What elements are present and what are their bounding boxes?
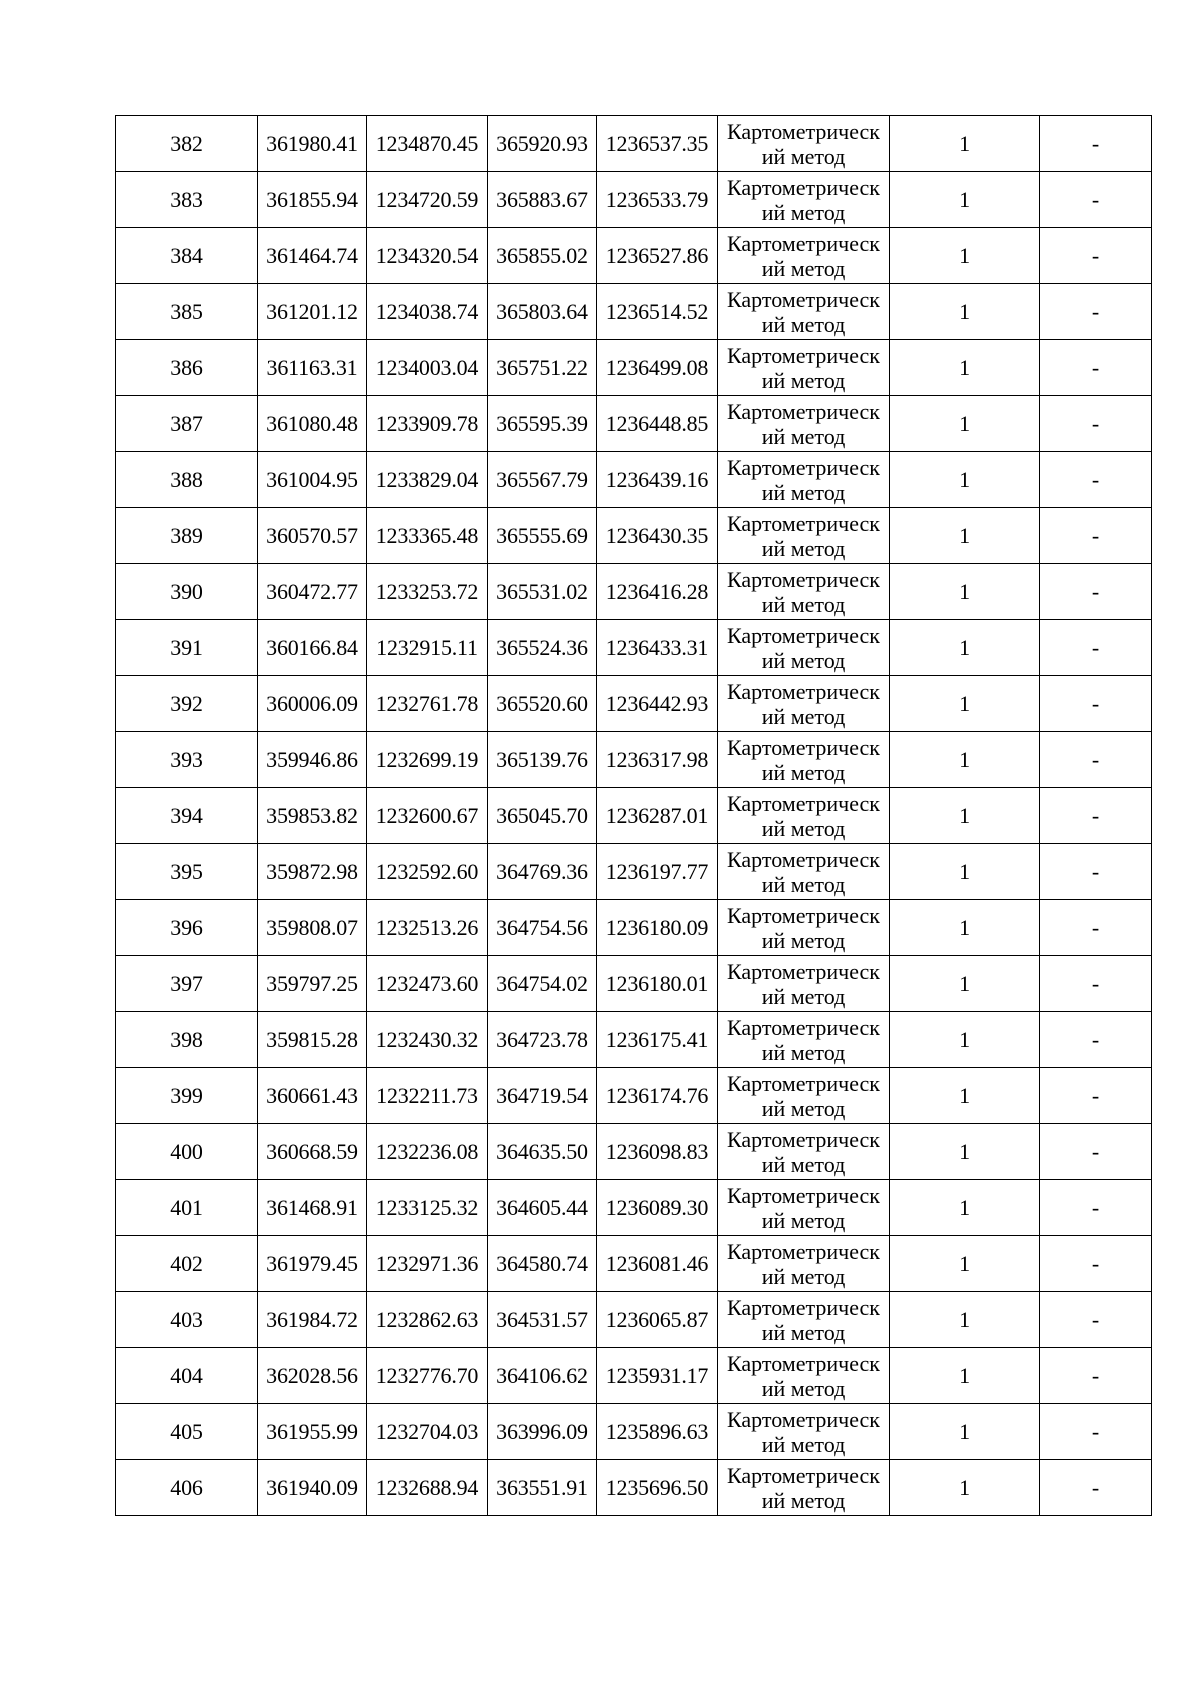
x2-coordinate-cell: 364769.36 [488,844,597,900]
method-text-line-1: Картометрическ [727,846,880,872]
method-text-line-2: ий метод [761,1487,846,1513]
note-cell: - [1040,564,1152,620]
accuracy-cell: 1 [890,956,1040,1012]
table-row [116,172,1152,228]
accuracy-cell: 1 [890,396,1040,452]
accuracy-cell: 1 [890,900,1040,956]
method-text-line-2: ий метод [761,255,846,281]
table-row [116,1292,1152,1348]
y1-coordinate-cell: 1234870.45 [367,116,488,172]
x2-coordinate-cell: 364605.44 [488,1180,597,1236]
accuracy-cell: 1 [890,452,1040,508]
method-text-line-1: Картометрическ [727,230,880,256]
point-number-cell: 398 [116,1012,258,1068]
accuracy-cell: 1 [890,1404,1040,1460]
note-cell: - [1040,396,1152,452]
note-cell: - [1040,116,1152,172]
y1-coordinate-cell: 1232704.03 [367,1404,488,1460]
method-text-line-2: ий метод [761,1431,846,1457]
x2-coordinate-cell: 364531.57 [488,1292,597,1348]
accuracy-cell: 1 [890,788,1040,844]
accuracy-cell: 1 [890,340,1040,396]
note-cell: - [1040,1236,1152,1292]
table-row [116,676,1152,732]
y2-coordinate-cell: 1236174.76 [597,1068,718,1124]
method-cell [718,732,890,788]
note-cell: - [1040,508,1152,564]
method-text-line-2: ий метод [761,983,846,1009]
method-cell [718,396,890,452]
table-row [116,116,1152,172]
x1-coordinate-cell: 361004.95 [258,452,367,508]
x1-coordinate-cell: 361984.72 [258,1292,367,1348]
method-text-line-2: ий метод [761,311,846,337]
method-text-line-2: ий метод [761,759,846,785]
note-cell: - [1040,956,1152,1012]
method-cell [718,788,890,844]
accuracy-cell: 1 [890,1124,1040,1180]
accuracy-cell: 1 [890,1012,1040,1068]
method-cell [718,956,890,1012]
x1-coordinate-cell: 359853.82 [258,788,367,844]
x1-coordinate-cell: 361464.74 [258,228,367,284]
note-cell: - [1040,1348,1152,1404]
table-row [116,1348,1152,1404]
method-cell [718,452,890,508]
table-row [116,228,1152,284]
x1-coordinate-cell: 360166.84 [258,620,367,676]
point-number-cell: 396 [116,900,258,956]
method-text-line-1: Картометрическ [727,1406,880,1432]
method-text-line-2: ий метод [761,367,846,393]
y2-coordinate-cell: 1236081.46 [597,1236,718,1292]
y1-coordinate-cell: 1232513.26 [367,900,488,956]
method-text-line-2: ий метод [761,647,846,673]
method-text-line-1: Картометрическ [727,118,880,144]
y2-coordinate-cell: 1236180.01 [597,956,718,1012]
note-cell: - [1040,1068,1152,1124]
method-text-line-1: Картометрическ [727,1462,880,1488]
method-text-line-1: Картометрическ [727,1350,880,1376]
note-cell: - [1040,788,1152,844]
x1-coordinate-cell: 361163.31 [258,340,367,396]
accuracy-cell: 1 [890,1068,1040,1124]
y2-coordinate-cell: 1236065.87 [597,1292,718,1348]
x2-coordinate-cell: 365555.69 [488,508,597,564]
x2-coordinate-cell: 365751.22 [488,340,597,396]
y1-coordinate-cell: 1232600.67 [367,788,488,844]
accuracy-cell: 1 [890,844,1040,900]
method-text-line-1: Картометрическ [727,286,880,312]
x1-coordinate-cell: 359808.07 [258,900,367,956]
method-text-line-1: Картометрическ [727,1294,880,1320]
y1-coordinate-cell: 1234720.59 [367,172,488,228]
method-text-line-2: ий метод [761,479,846,505]
y1-coordinate-cell: 1233365.48 [367,508,488,564]
method-text-line-1: Картометрическ [727,454,880,480]
method-cell [718,1068,890,1124]
method-text-line-1: Картометрическ [727,510,880,536]
y2-coordinate-cell: 1236533.79 [597,172,718,228]
method-cell [718,844,890,900]
note-cell: - [1040,284,1152,340]
table-row [116,396,1152,452]
method-cell [718,116,890,172]
method-text-line-2: ий метод [761,199,846,225]
y2-coordinate-cell: 1236416.28 [597,564,718,620]
point-number-cell: 386 [116,340,258,396]
x2-coordinate-cell: 365524.36 [488,620,597,676]
x2-coordinate-cell: 364635.50 [488,1124,597,1180]
table-row [116,340,1152,396]
note-cell: - [1040,172,1152,228]
note-cell: - [1040,1460,1152,1516]
method-text-line-2: ий метод [761,1207,846,1233]
x1-coordinate-cell: 359946.86 [258,732,367,788]
x1-coordinate-cell: 359797.25 [258,956,367,1012]
point-number-cell: 382 [116,116,258,172]
accuracy-cell: 1 [890,732,1040,788]
table-row [116,1460,1152,1516]
y1-coordinate-cell: 1233829.04 [367,452,488,508]
method-cell [718,172,890,228]
x1-coordinate-cell: 361468.91 [258,1180,367,1236]
point-number-cell: 390 [116,564,258,620]
y2-coordinate-cell: 1235696.50 [597,1460,718,1516]
y2-coordinate-cell: 1236442.93 [597,676,718,732]
method-text-line-2: ий метод [761,423,846,449]
point-number-cell: 406 [116,1460,258,1516]
method-cell [718,1460,890,1516]
method-text-line-1: Картометрическ [727,678,880,704]
table-row [116,284,1152,340]
y2-coordinate-cell: 1236098.83 [597,1124,718,1180]
x1-coordinate-cell: 360006.09 [258,676,367,732]
x2-coordinate-cell: 364723.78 [488,1012,597,1068]
y2-coordinate-cell: 1236433.31 [597,620,718,676]
point-number-cell: 391 [116,620,258,676]
y1-coordinate-cell: 1234320.54 [367,228,488,284]
accuracy-cell: 1 [890,564,1040,620]
method-text-line-1: Картометрическ [727,566,880,592]
method-text-line-2: ий метод [761,927,846,953]
method-text-line-2: ий метод [761,1263,846,1289]
method-text-line-1: Картометрическ [727,174,880,200]
method-text-line-1: Картометрическ [727,1182,880,1208]
x1-coordinate-cell: 361855.94 [258,172,367,228]
note-cell: - [1040,1404,1152,1460]
table-body [116,116,1152,1516]
table-row [116,1068,1152,1124]
table-row [116,564,1152,620]
x1-coordinate-cell: 361940.09 [258,1460,367,1516]
y2-coordinate-cell: 1236197.77 [597,844,718,900]
accuracy-cell: 1 [890,620,1040,676]
table-row [116,1012,1152,1068]
method-cell [718,508,890,564]
method-text-line-1: Картометрическ [727,790,880,816]
method-text-line-2: ий метод [761,535,846,561]
accuracy-cell: 1 [890,1292,1040,1348]
table-row [116,732,1152,788]
y1-coordinate-cell: 1232236.08 [367,1124,488,1180]
point-number-cell: 385 [116,284,258,340]
point-number-cell: 400 [116,1124,258,1180]
point-number-cell: 393 [116,732,258,788]
x2-coordinate-cell: 364106.62 [488,1348,597,1404]
x2-coordinate-cell: 364580.74 [488,1236,597,1292]
method-cell [718,1124,890,1180]
note-cell: - [1040,1124,1152,1180]
table-row [116,844,1152,900]
method-cell [718,1012,890,1068]
y2-coordinate-cell: 1236448.85 [597,396,718,452]
method-text-line-2: ий метод [761,591,846,617]
y2-coordinate-cell: 1236175.41 [597,1012,718,1068]
y1-coordinate-cell: 1234038.74 [367,284,488,340]
x2-coordinate-cell: 364719.54 [488,1068,597,1124]
table-row [116,508,1152,564]
method-cell [718,900,890,956]
method-text-line-1: Картометрическ [727,958,880,984]
x2-coordinate-cell: 365920.93 [488,116,597,172]
method-cell [718,1180,890,1236]
point-number-cell: 384 [116,228,258,284]
note-cell: - [1040,340,1152,396]
method-text-line-2: ий метод [761,1095,846,1121]
method-text-line-2: ий метод [761,143,846,169]
method-text-line-2: ий метод [761,815,846,841]
table-row [116,788,1152,844]
point-number-cell: 387 [116,396,258,452]
method-cell [718,1348,890,1404]
y2-coordinate-cell: 1236499.08 [597,340,718,396]
y1-coordinate-cell: 1232473.60 [367,956,488,1012]
accuracy-cell: 1 [890,116,1040,172]
x2-coordinate-cell: 364754.56 [488,900,597,956]
x2-coordinate-cell: 364754.02 [488,956,597,1012]
x2-coordinate-cell: 365595.39 [488,396,597,452]
point-number-cell: 397 [116,956,258,1012]
point-number-cell: 404 [116,1348,258,1404]
point-number-cell: 399 [116,1068,258,1124]
table-row [116,1124,1152,1180]
note-cell: - [1040,732,1152,788]
table-row [116,452,1152,508]
note-cell: - [1040,1292,1152,1348]
table-row [116,1404,1152,1460]
x1-coordinate-cell: 361980.41 [258,116,367,172]
x1-coordinate-cell: 360668.59 [258,1124,367,1180]
y1-coordinate-cell: 1233253.72 [367,564,488,620]
note-cell: - [1040,452,1152,508]
x1-coordinate-cell: 361201.12 [258,284,367,340]
y2-coordinate-cell: 1236527.86 [597,228,718,284]
x2-coordinate-cell: 365803.64 [488,284,597,340]
y1-coordinate-cell: 1232688.94 [367,1460,488,1516]
point-number-cell: 392 [116,676,258,732]
method-text-line-2: ий метод [761,1151,846,1177]
y2-coordinate-cell: 1236439.16 [597,452,718,508]
y1-coordinate-cell: 1232430.32 [367,1012,488,1068]
table-row [116,620,1152,676]
point-number-cell: 402 [116,1236,258,1292]
y1-coordinate-cell: 1234003.04 [367,340,488,396]
point-number-cell: 403 [116,1292,258,1348]
method-text-line-1: Картометрическ [727,1238,880,1264]
method-text-line-1: Картометрическ [727,622,880,648]
y2-coordinate-cell: 1235931.17 [597,1348,718,1404]
point-number-cell: 395 [116,844,258,900]
accuracy-cell: 1 [890,1348,1040,1404]
table-row [116,900,1152,956]
y2-coordinate-cell: 1236537.35 [597,116,718,172]
method-cell [718,340,890,396]
x1-coordinate-cell: 361979.45 [258,1236,367,1292]
y1-coordinate-cell: 1233909.78 [367,396,488,452]
y2-coordinate-cell: 1236514.52 [597,284,718,340]
x2-coordinate-cell: 365045.70 [488,788,597,844]
accuracy-cell: 1 [890,228,1040,284]
y1-coordinate-cell: 1232211.73 [367,1068,488,1124]
method-text-line-2: ий метод [761,1375,846,1401]
method-text-line-2: ий метод [761,1319,846,1345]
x2-coordinate-cell: 365520.60 [488,676,597,732]
method-text-line-1: Картометрическ [727,1014,880,1040]
method-text-line-2: ий метод [761,703,846,729]
x2-coordinate-cell: 363996.09 [488,1404,597,1460]
method-cell [718,564,890,620]
x2-coordinate-cell: 365567.79 [488,452,597,508]
note-cell: - [1040,900,1152,956]
point-number-cell: 388 [116,452,258,508]
x1-coordinate-cell: 360472.77 [258,564,367,620]
y1-coordinate-cell: 1232862.63 [367,1292,488,1348]
accuracy-cell: 1 [890,172,1040,228]
x1-coordinate-cell: 361080.48 [258,396,367,452]
x2-coordinate-cell: 365139.76 [488,732,597,788]
y1-coordinate-cell: 1232971.36 [367,1236,488,1292]
method-text-line-2: ий метод [761,1039,846,1065]
y1-coordinate-cell: 1232915.11 [367,620,488,676]
x2-coordinate-cell: 365531.02 [488,564,597,620]
note-cell: - [1040,844,1152,900]
point-number-cell: 405 [116,1404,258,1460]
x1-coordinate-cell: 361955.99 [258,1404,367,1460]
y2-coordinate-cell: 1235896.63 [597,1404,718,1460]
accuracy-cell: 1 [890,1236,1040,1292]
coordinates-table [115,115,1152,1516]
note-cell: - [1040,1180,1152,1236]
accuracy-cell: 1 [890,508,1040,564]
y2-coordinate-cell: 1236180.09 [597,900,718,956]
x2-coordinate-cell: 363551.91 [488,1460,597,1516]
point-number-cell: 394 [116,788,258,844]
method-text-line-1: Картометрическ [727,734,880,760]
y1-coordinate-cell: 1232776.70 [367,1348,488,1404]
y1-coordinate-cell: 1232592.60 [367,844,488,900]
method-text-line-1: Картометрическ [727,1070,880,1096]
method-text-line-1: Картометрическ [727,398,880,424]
table-row [116,1236,1152,1292]
table-row [116,1180,1152,1236]
x1-coordinate-cell: 360661.43 [258,1068,367,1124]
method-cell [718,1236,890,1292]
accuracy-cell: 1 [890,1460,1040,1516]
method-text-line-1: Картометрическ [727,1126,880,1152]
note-cell: - [1040,620,1152,676]
method-cell [718,676,890,732]
x1-coordinate-cell: 359872.98 [258,844,367,900]
point-number-cell: 383 [116,172,258,228]
note-cell: - [1040,228,1152,284]
y2-coordinate-cell: 1236430.35 [597,508,718,564]
method-cell [718,620,890,676]
x1-coordinate-cell: 359815.28 [258,1012,367,1068]
method-text-line-1: Картометрическ [727,342,880,368]
y1-coordinate-cell: 1233125.32 [367,1180,488,1236]
note-cell: - [1040,1012,1152,1068]
accuracy-cell: 1 [890,284,1040,340]
point-number-cell: 401 [116,1180,258,1236]
accuracy-cell: 1 [890,1180,1040,1236]
y1-coordinate-cell: 1232699.19 [367,732,488,788]
method-text-line-1: Картометрическ [727,902,880,928]
point-number-cell: 389 [116,508,258,564]
x1-coordinate-cell: 362028.56 [258,1348,367,1404]
accuracy-cell: 1 [890,676,1040,732]
method-cell [718,1404,890,1460]
y1-coordinate-cell: 1232761.78 [367,676,488,732]
x2-coordinate-cell: 365883.67 [488,172,597,228]
note-cell: - [1040,676,1152,732]
table-row [116,956,1152,1012]
method-text-line-2: ий метод [761,871,846,897]
x1-coordinate-cell: 360570.57 [258,508,367,564]
method-cell [718,228,890,284]
x2-coordinate-cell: 365855.02 [488,228,597,284]
y2-coordinate-cell: 1236317.98 [597,732,718,788]
method-cell [718,284,890,340]
method-cell [718,1292,890,1348]
y2-coordinate-cell: 1236287.01 [597,788,718,844]
y2-coordinate-cell: 1236089.30 [597,1180,718,1236]
